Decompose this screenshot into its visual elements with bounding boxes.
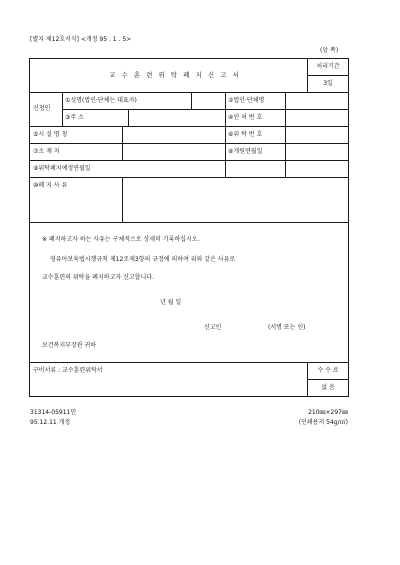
fee-value: 없 음: [321, 384, 335, 391]
attachments: 구비서류 : 교수훈련위탁서: [33, 367, 103, 374]
divider: [62, 109, 349, 110]
divider: [29, 143, 349, 144]
frame-left: [29, 362, 30, 396]
location-label: ⑦소 재 지: [33, 148, 60, 155]
closure-reason-label: ⑩폐 지 사 유: [33, 182, 68, 189]
divider: [128, 109, 129, 126]
name-label: ①성명(법인·단체는 대표자): [65, 97, 137, 104]
paper-size: 210㎜×297㎜: [308, 409, 348, 416]
form-number: [별지 제12호서식] <개정 95 . 1 . 5>: [30, 36, 132, 43]
divider: [307, 75, 349, 76]
statement-line-2: 교수훈련의 위탁을 폐지하고자 신고합니다.: [42, 274, 154, 281]
divider: [29, 126, 349, 127]
revision-date: 95.12.11 개정: [30, 419, 71, 426]
form-title: 교 수 훈 련 위 탁 폐 지 신 고 서: [109, 71, 241, 79]
frame-left: [29, 222, 30, 362]
instruction-note: ※ 폐지하고자 하는 사유는 구체적으로 상세히 기록하십시오.: [42, 236, 200, 243]
divider: [122, 126, 123, 160]
form-code: 31314-05911민: [30, 409, 77, 416]
divider: [29, 177, 349, 178]
frame-top: [29, 58, 349, 59]
divider: [29, 222, 349, 223]
processing-period-value: 3일: [323, 80, 333, 87]
license-number-label: ④인 허 번 호: [228, 114, 263, 121]
divider: [191, 92, 192, 109]
statement-line-1: 영유아보육법시행규칙 제12조제3항의 규정에 의하여 위와 같은 사유로: [50, 256, 236, 263]
fee-label: 수 수 료: [317, 367, 339, 374]
corporation-name-label: ②법인·단체명: [228, 97, 265, 104]
divider: [29, 362, 349, 363]
divider: [122, 177, 123, 222]
divider: [285, 92, 286, 177]
applicant-sign-label: 신고인: [204, 324, 222, 331]
divider: [307, 379, 349, 380]
page-side: (앞 쪽): [320, 47, 339, 54]
recipient: 보건복지부장관 귀하: [42, 342, 97, 349]
facility-name-label: ⑤시 설 명 칭: [33, 131, 68, 138]
processing-period-label: 처리기간: [316, 63, 340, 70]
divider: [62, 92, 63, 126]
date-line: 년 월 일: [160, 299, 182, 306]
address-label: ③주 소: [65, 114, 84, 121]
applicant-label: 신청인: [33, 105, 51, 112]
divider: [225, 92, 226, 177]
divider: [29, 396, 349, 397]
trust-end-date-label: ⑨위탁폐지예정연월일: [33, 165, 91, 172]
opening-date-label: ⑧개원연월일: [228, 148, 263, 155]
divider: [29, 92, 349, 93]
divider: [29, 160, 349, 161]
frame-left: [29, 58, 30, 222]
signature-note: (서명 또는 인): [268, 324, 306, 331]
paper-type: (인쇄용지 54g/㎡): [298, 419, 348, 426]
trust-number-label: ⑥위 탁 번 호: [228, 131, 263, 138]
